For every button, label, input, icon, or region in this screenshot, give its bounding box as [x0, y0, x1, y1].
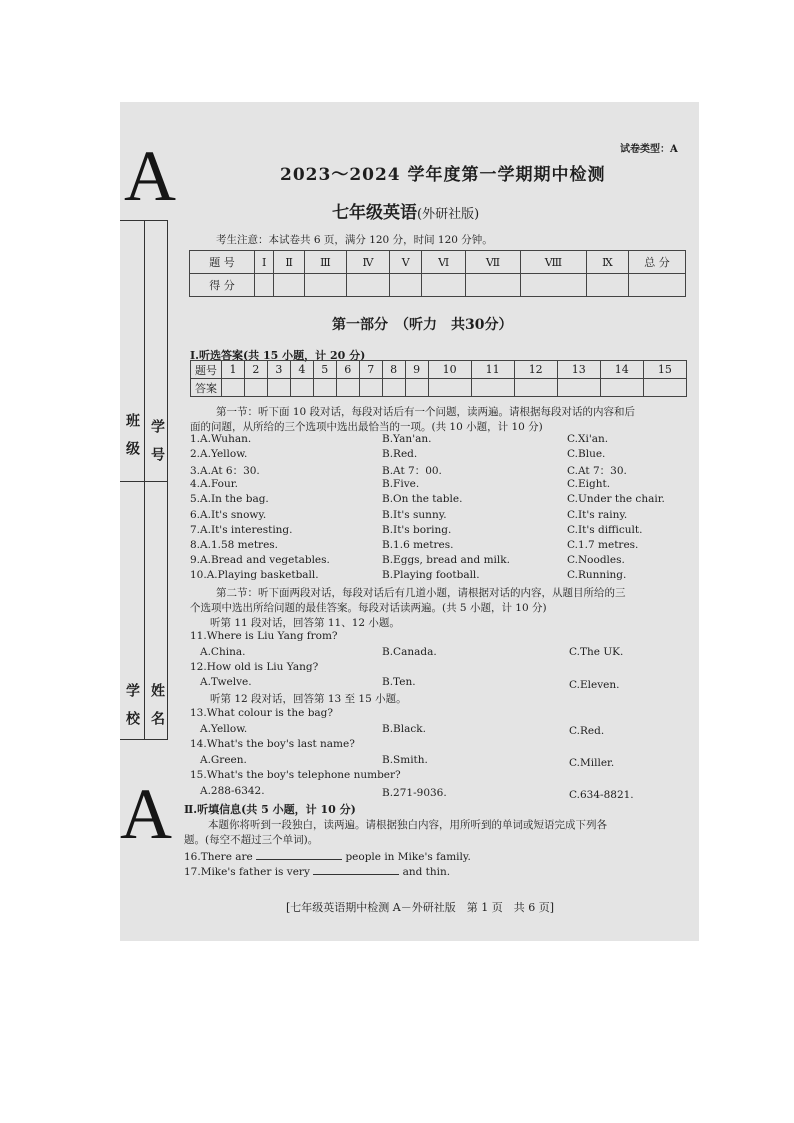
exam-title: 2023～2024 学年度第一学期期中检测	[280, 165, 606, 185]
score-cell	[422, 274, 466, 297]
q8-option-c: C.1.7 metres.	[567, 538, 639, 551]
page-footer: [七年级英语期中检测 A－外研社版 第 1 页 共 6 页]	[286, 901, 555, 914]
q6-option-a: 6.A.It's snowy.	[190, 508, 267, 521]
score-col: Ⅱ	[274, 251, 305, 274]
q3-option-b: B.At 7：00.	[382, 465, 442, 478]
question-17: 17.Mike's father is very and thin.	[184, 866, 451, 878]
paper-type-letter-bottom: A	[120, 774, 172, 854]
q2-option-b: B.Red.	[382, 448, 418, 461]
score-col: Ⅳ	[346, 251, 389, 274]
q4-option-a: 4.A.Four.	[190, 478, 238, 491]
q9-option-c: C.Noodles.	[567, 553, 625, 566]
score-col: Ⅸ	[586, 251, 628, 274]
answer-num: 5	[313, 361, 336, 379]
fill-blank-17[interactable]	[313, 864, 399, 875]
q12-option-a: A.Twelve.	[200, 676, 252, 688]
section1-title: Ⅰ.听选答案(共 15 小题，计 20 分)	[190, 349, 366, 362]
instruction-3-line-1: 本题你将听到一段独白，读两遍。请根据独白内容，用所听到的单词或短语完成下列各	[208, 819, 607, 831]
score-col: Ⅷ	[520, 251, 586, 274]
exam-notice: 考生注意：本试卷共 6 页，满分 120 分，时间 120 分钟。	[216, 234, 493, 246]
section2-title: Ⅱ.听填信息(共 5 小题，计 10 分)	[184, 803, 356, 816]
q8-option-a: 8.A.1.58 metres.	[190, 538, 279, 551]
fill-blank-16[interactable]	[256, 849, 342, 860]
student-info-sidebar	[120, 220, 168, 740]
answer-cell	[428, 379, 471, 397]
answer-num: 2	[244, 361, 267, 379]
q12-option-b: B.Ten.	[382, 676, 416, 688]
q3-option-a: 3.A.At 6：30.	[190, 465, 260, 478]
answer-cell	[382, 379, 405, 397]
answer-num: 4	[290, 361, 313, 379]
answer-table-row-label: 题号	[191, 361, 222, 379]
q1-option-b: B.Yan'an.	[382, 433, 432, 445]
question-15: 15.What's the boy's telephone number?	[190, 769, 401, 781]
q5-option-c: C.Under the chair.	[567, 493, 665, 506]
q15-option-b: B.271-9036.	[382, 787, 447, 799]
q6-option-c: C.It's rainy.	[567, 508, 628, 521]
dialog-12-intro: 听第 12 段对话，回答第 13 至 15 小题。	[210, 693, 407, 705]
instruction-1-line-2: 面的问题，从所给的三个选项中选出最恰当的一项。(共 10 小题，计 10 分)	[190, 421, 543, 433]
question-11: 11.Where is Liu Yang from?	[190, 630, 338, 642]
exam-subtitle	[332, 198, 479, 223]
answer-num: 6	[336, 361, 359, 379]
q13-option-b: B.Black.	[382, 723, 426, 735]
q12-option-c: C.Eleven.	[569, 679, 620, 691]
q2-option-a: 2.A.Yellow.	[190, 448, 248, 461]
q14-option-b: B.Smith.	[382, 754, 428, 766]
paper-type-label: 试卷类型：A	[620, 144, 678, 155]
answer-cell	[222, 379, 245, 397]
answer-cell	[267, 379, 290, 397]
score-table	[189, 250, 686, 297]
exam-edition: (外研社版)	[417, 207, 480, 222]
q11-option-a: A.China.	[200, 646, 246, 658]
question-16: 16.There are people in Mike's family.	[184, 851, 471, 863]
answer-num: 9	[405, 361, 428, 379]
q4-option-c: C.Eight.	[567, 478, 611, 491]
exam-paper-photo	[120, 102, 699, 941]
q5-option-b: B.On the table.	[382, 493, 463, 506]
q13-option-a: A.Yellow.	[200, 723, 248, 735]
q2-option-c: C.Blue.	[567, 448, 606, 461]
q1-option-a: 1.A.Wuhan.	[190, 433, 252, 445]
answer-cell	[471, 379, 514, 397]
q9-option-a: 9.A.Bread and vegetables.	[190, 553, 330, 566]
q15-option-a: A.288-6342.	[200, 785, 265, 797]
score-col: Ⅲ	[304, 251, 346, 274]
q6-option-b: B.It's sunny.	[382, 508, 447, 521]
answer-num: 10	[428, 361, 471, 379]
answer-table-row-label: 答案	[191, 379, 222, 397]
score-col: Ⅶ	[466, 251, 521, 274]
instruction-2-line-2: 个选项中选出所给问题的最佳答案。每段对话读两遍。(共 5 小题，计 10 分)	[190, 602, 547, 614]
q10-option-c: C.Running.	[567, 568, 627, 581]
score-cell	[586, 274, 628, 297]
q7-option-a: 7.A.It's interesting.	[190, 523, 293, 536]
score-col: Ⅵ	[422, 251, 466, 274]
score-table-row-label: 题 号	[190, 251, 255, 274]
exam-subject: 七年级英语	[332, 203, 417, 223]
answer-cell	[643, 379, 686, 397]
answer-num: 3	[267, 361, 290, 379]
score-table-row-label: 得 分	[190, 274, 255, 297]
answer-num: 8	[382, 361, 405, 379]
part1-heading: 第一部分 （听力 共30分）	[332, 317, 513, 333]
q4-option-b: B.Five.	[382, 478, 420, 491]
answer-cell	[405, 379, 428, 397]
question-13: 13.What colour is the bag?	[190, 707, 334, 719]
q8-option-b: B.1.6 metres.	[382, 538, 454, 551]
q7-option-b: B.It's boring.	[382, 523, 452, 536]
answer-cell	[557, 379, 600, 397]
answer-cell	[290, 379, 313, 397]
answer-num: 1	[222, 361, 245, 379]
answer-num: 7	[359, 361, 382, 379]
score-col: Ⅴ	[390, 251, 422, 274]
answer-num: 11	[471, 361, 514, 379]
dialog-11-intro: 听第 11 段对话，回答第 11、12 小题。	[210, 617, 400, 629]
name-label: 姓名	[149, 683, 165, 739]
score-cell	[255, 274, 274, 297]
q1-option-c: C.Xi'an.	[567, 433, 609, 445]
q3-option-c: C.At 7：30.	[567, 465, 627, 478]
q5-option-a: 5.A.In the bag.	[190, 493, 269, 506]
score-cell	[466, 274, 521, 297]
instruction-2-line-1: 第二节：听下面两段对话，每段对话后有几道小题，请根据对话的内容，从题目所给的三	[216, 587, 626, 599]
q10-option-b: B.Playing football.	[382, 568, 480, 581]
score-cell	[274, 274, 305, 297]
school-label: 学校	[124, 683, 140, 739]
score-col-total: 总 分	[629, 251, 686, 274]
answer-cell	[336, 379, 359, 397]
answer-cell	[244, 379, 267, 397]
answer-cell	[600, 379, 643, 397]
answer-num: 13	[557, 361, 600, 379]
score-col: Ⅰ	[255, 251, 274, 274]
class-label: 班级	[124, 413, 140, 469]
q7-option-c: C.It's difficult.	[567, 523, 643, 536]
q13-option-c: C.Red.	[569, 725, 605, 737]
answer-num: 14	[600, 361, 643, 379]
student-number-label: 学号	[149, 419, 165, 475]
score-cell	[390, 274, 422, 297]
score-cell	[304, 274, 346, 297]
paper-type-letter-top: A	[124, 136, 176, 216]
q10-option-a: 10.A.Playing basketball.	[190, 568, 319, 581]
answer-num: 15	[643, 361, 686, 379]
q9-option-b: B.Eggs, bread and milk.	[382, 553, 510, 566]
question-14: 14.What's the boy's last name?	[190, 738, 355, 750]
answer-cell	[313, 379, 336, 397]
answer-cell	[514, 379, 557, 397]
answer-cell	[359, 379, 382, 397]
q15-option-c: C.634-8821.	[569, 789, 634, 801]
q11-option-b: B.Canada.	[382, 646, 437, 658]
q11-option-c: C.The UK.	[569, 646, 624, 658]
score-cell	[346, 274, 389, 297]
q14-option-c: C.Miller.	[569, 757, 615, 769]
score-cell	[520, 274, 586, 297]
instruction-1-line-1: 第一节：听下面 10 段对话，每段对话后有一个问题，读两遍。请根据每段对话的内容和后	[216, 406, 636, 418]
instruction-3-line-2: 题。(每空不超过三个单词)。	[184, 834, 319, 846]
answer-num: 12	[514, 361, 557, 379]
q14-option-a: A.Green.	[200, 754, 247, 766]
answer-table	[190, 360, 687, 397]
question-12: 12.How old is Liu Yang?	[190, 661, 319, 673]
score-cell	[629, 274, 686, 297]
